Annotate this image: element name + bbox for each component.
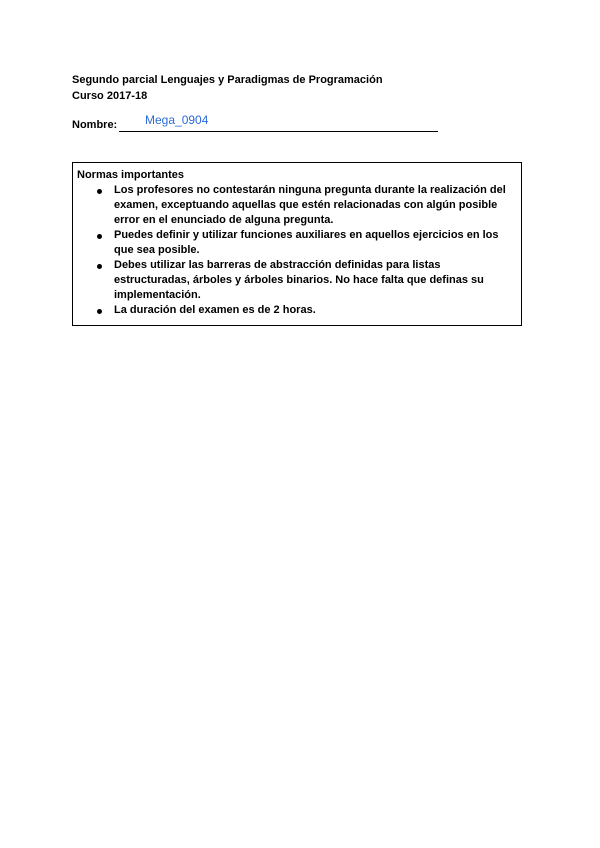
- name-label: Nombre:: [72, 119, 118, 131]
- bullet-icon: [97, 189, 102, 194]
- name-field[interactable]: [72, 112, 442, 134]
- bullet-icon: [97, 309, 102, 314]
- name-underline: [119, 131, 438, 132]
- rules-list: [77, 183, 515, 318]
- rules-title: Normas importantes: [77, 169, 184, 181]
- rule-item: [77, 258, 515, 303]
- name-value[interactable]: Mega_0904: [145, 113, 209, 127]
- rule-text: La duración del examen es de 2 horas.: [114, 304, 316, 316]
- rules-box: [72, 162, 522, 326]
- rule-text: Los profesores no contestarán ninguna pregunta durante la realización del examen, exceptuando aquellas que estén relacionadas con algún posible error en el enunciado de alguna pregunta.: [114, 184, 506, 226]
- exam-title: Segundo parcial Lenguajes y Paradigmas de Programación: [72, 74, 383, 86]
- rule-item: [77, 303, 515, 318]
- rule-text: Puedes definir y utilizar funciones auxiliares en aquellos ejercicios en los que sea posible.: [114, 229, 499, 256]
- bullet-icon: [97, 234, 102, 239]
- exam-header: [72, 72, 383, 104]
- bullet-icon: [97, 264, 102, 269]
- rule-text: Debes utilizar las barreras de abstracción definidas para listas estructuradas, árboles y árboles binarios. No hace falta que definas su implementación.: [114, 259, 484, 301]
- rule-item: [77, 183, 515, 228]
- rule-item: [77, 228, 515, 258]
- course-year: Curso 2017-18: [72, 90, 148, 102]
